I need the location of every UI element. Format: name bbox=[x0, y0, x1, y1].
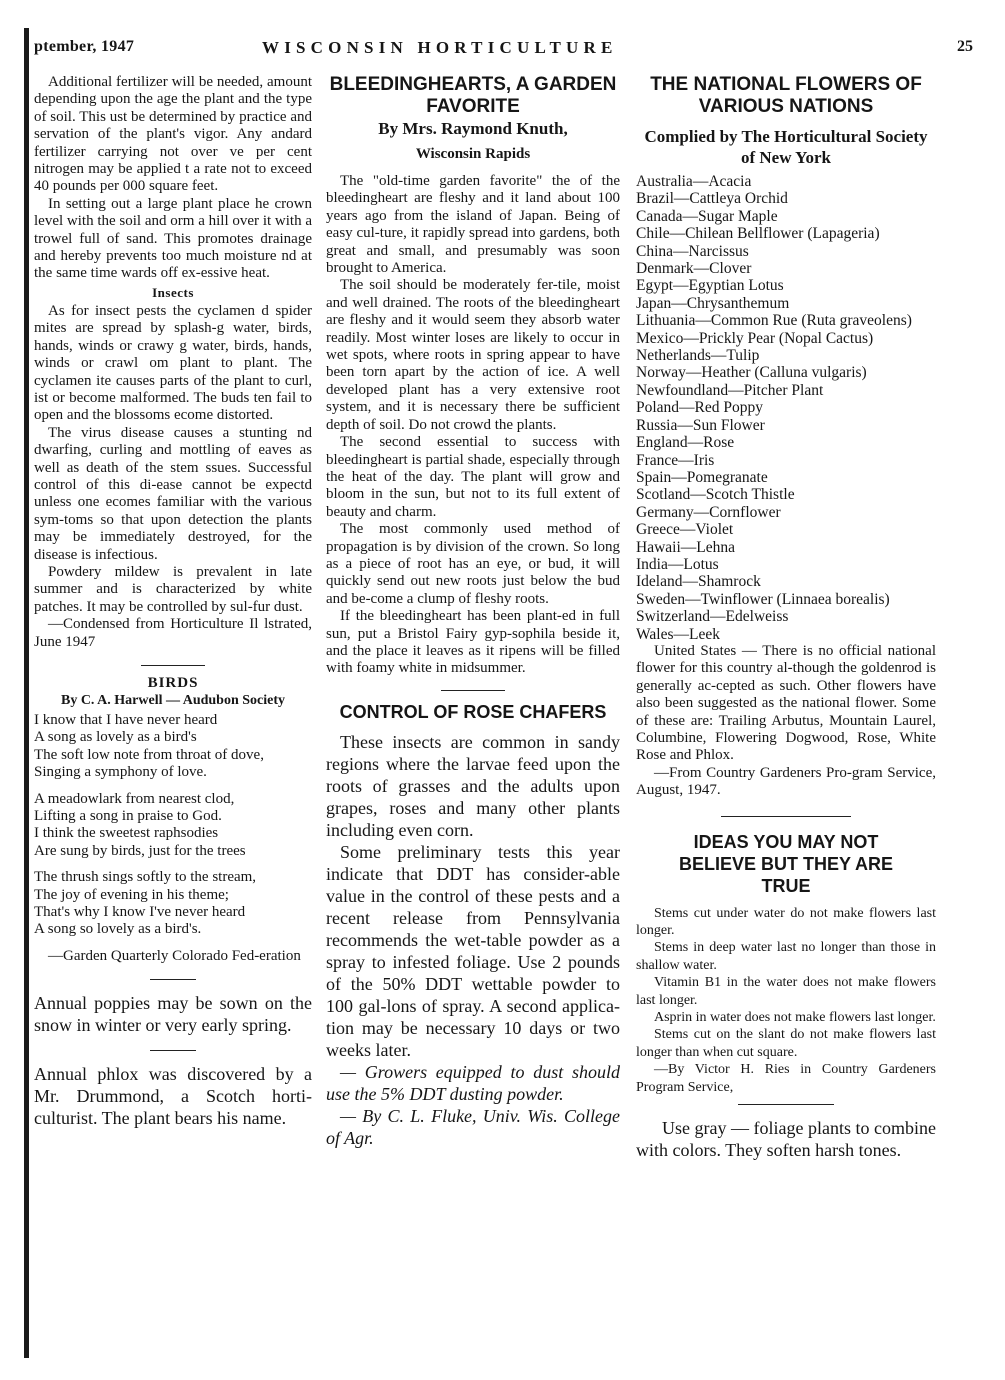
paragraph: As for insect pests the cyclamen d spider mites are spread by splash-g water, birds, hands, winds or crawy g water, birds, hands, winds or crawl om plant to plant. The cyclamen ite causes parts of the plant to curl, ist or become malformed. The buds ten fail to open and the blossoms ecome distorted. bbox=[34, 302, 312, 424]
list-item: Mexico—Prickly Pear (Nopal Cactus) bbox=[636, 329, 874, 347]
flower-list bbox=[636, 173, 936, 643]
source-credit: —Condensed from Horticulture Il lstrated, June 1947 bbox=[34, 616, 312, 650]
source-credit: —From Country Gardeners Pro-gram Service, August, 1947. bbox=[636, 764, 936, 799]
paragraph: The soil should be moderately fer-tile, moist and well drained. The roots of the bleedingheart are fleshy and it would seem they absorb water readily. Most winter loses are likely to occur in wet spots, where roots in spring appear to have been torn apart by the action of ice. A well developed plant has a very extensive root system, and it is necessary there be sufficient depth of soil. Do not crowd the plants. bbox=[326, 277, 620, 433]
poem-line: A meadowlark from nearest clod, bbox=[34, 790, 235, 807]
paragraph: These insects are common in sandy regions where the larvae feed upon the roots of grasses and the adults upon grapes, roses and many other plants including even corn. bbox=[326, 731, 620, 840]
rose-chafers-article bbox=[326, 701, 620, 1149]
paragraph: — Growers equipped to dust should use the 5% DDT dusting powder. bbox=[326, 1061, 620, 1104]
paragraph: Additional fertilizer will be needed, amount depending upon the age the plant and the type of soil. This ust be determined by practice and servation of the plant's vigor. Any andard fertilizer carrying not over ve per cent nitrogen may be applied t a rate not to exceed 40 pounds per 000 square feet. bbox=[34, 74, 312, 195]
list-item: Lithuania—Common Rue (Ruta graveolens) bbox=[636, 312, 912, 330]
source-credit: — By C. L. Fluke, Univ. Wis. College of Agr. bbox=[326, 1105, 620, 1148]
poem-stanza bbox=[34, 869, 312, 939]
article-location: Wisconsin Rapids bbox=[415, 146, 531, 162]
list-item: Spain—Pomegranate bbox=[636, 468, 768, 486]
poem-title: BIRDS bbox=[147, 675, 199, 691]
paragraph: If the bleedingheart has been plant-ed in full sun, put a Bristol Fairy gyp-sophila beside it, and the place it leaves as it ripens will be filled with foamy white in midsummer. bbox=[326, 608, 620, 677]
paragraph: Stems in deep water last no longer than those in shallow water. bbox=[636, 940, 936, 973]
list-item: Wales—Leek bbox=[636, 625, 720, 643]
list-item: Egypt—Egyptian Lotus bbox=[636, 277, 784, 295]
poem-line: The soft low note from throat of dove, bbox=[34, 746, 264, 763]
paragraph: Powdery mildew is prevalent in late summer and is characterized by white patches. It may be controlled by sul-fur dust. bbox=[34, 563, 312, 615]
list-item: England—Rose bbox=[636, 434, 735, 452]
list-item: Greece—Violet bbox=[636, 521, 734, 539]
article-compiled-by: Complied by The Horticultural Society of New York bbox=[644, 127, 928, 167]
article-title: BLEEDINGHEARTS, A GARDEN FAVORITE bbox=[329, 74, 617, 117]
divider bbox=[721, 816, 851, 817]
poem-line: That's why I know I've never heard bbox=[34, 904, 246, 921]
list-item: China—Narcissus bbox=[636, 242, 749, 260]
article-title: IDEAS YOU MAY NOT BELIEVE BUT THEY ARE TRUE bbox=[678, 831, 894, 896]
poem-line: I know that I have never heard bbox=[34, 712, 218, 728]
source-credit: —Garden Quarterly Colorado Fed-eration bbox=[48, 947, 301, 964]
phlox-note: Annual phlox was discovered by a Mr. Drummond, a Scotch horti-culturist. The plant bears his name. bbox=[34, 1064, 312, 1129]
birds-poem bbox=[34, 674, 312, 965]
poem-line: Singing a symphony of love. bbox=[34, 764, 207, 781]
list-item: Netherlands—Tulip bbox=[636, 347, 760, 365]
cyclamen-article bbox=[34, 74, 312, 651]
gray-foliage-note: Use gray — foliage plants to combine with colors. They soften harsh tones. bbox=[636, 1118, 936, 1161]
ideas-article bbox=[636, 831, 936, 1096]
list-item: Switzerland—Edelweiss bbox=[636, 608, 789, 626]
paragraph: The "old-time garden favorite" the of the bleedingheart are fleshy and it land about 100 years ago from the island of Japan. Being of easy cul-ture, it rapidly spread into gardens, both great and small, and presumably was soon brought to America. bbox=[326, 173, 620, 277]
list-item: Scotland—Scotch Thistle bbox=[636, 486, 795, 504]
list-item: Sweden—Twinflower (Linnaea borealis) bbox=[636, 590, 890, 608]
paragraph: Vitamin B1 in the water does not make flowers last longer. bbox=[636, 975, 936, 1008]
poem-line: A song as lovely as a bird's bbox=[34, 729, 197, 746]
poem-line: Lifting a song in praise to God. bbox=[34, 808, 222, 825]
article-title: CONTROL OF ROSE CHAFERS bbox=[339, 701, 607, 722]
list-item: Japan—Chrysanthemum bbox=[636, 294, 790, 312]
list-item: Australia—Acacia bbox=[636, 173, 752, 190]
page-number: 25 bbox=[957, 38, 973, 55]
list-item: Canada—Sugar Maple bbox=[636, 207, 778, 225]
poem-line: A song so lovely as a bird's. bbox=[34, 921, 202, 938]
paragraph: Asprin in water does not make flowers last longer. bbox=[654, 1010, 936, 1026]
list-item: Germany—Cornflower bbox=[636, 503, 781, 521]
magazine-title: WISCONSIN HORTICULTURE bbox=[262, 38, 618, 57]
poem-line: The thrush sings softly to the stream, bbox=[34, 869, 257, 886]
divider bbox=[738, 1104, 834, 1105]
page-header bbox=[34, 38, 973, 62]
list-item: India—Lotus bbox=[636, 555, 719, 573]
list-item: Denmark—Clover bbox=[636, 260, 752, 278]
list-item: Brazil—Cattleya Orchid bbox=[636, 190, 788, 208]
list-item: Poland—Red Poppy bbox=[636, 399, 764, 417]
article-title: THE NATIONAL FLOWERS OF VARIOUS NATIONS bbox=[650, 74, 922, 117]
list-item: Norway—Heather (Calluna vulgaris) bbox=[636, 364, 867, 382]
source-credit: —By Victor H. Ries in Country Gardeners Program Service, bbox=[636, 1062, 936, 1095]
paragraph: Stems cut under water do not make flowers last longer. bbox=[636, 905, 936, 939]
column-left bbox=[34, 74, 312, 1129]
national-flowers-article bbox=[636, 74, 936, 800]
poem-line: I think the sweetest raphsodies bbox=[34, 825, 219, 842]
poem-line: The joy of evening in his theme; bbox=[34, 886, 229, 903]
bleedinghearts-article bbox=[326, 74, 620, 678]
poem-stanza bbox=[34, 712, 312, 782]
list-item: Newfoundland—Pitcher Plant bbox=[636, 381, 824, 399]
paragraph: The virus disease causes a stunting nd dwarfing, curling and mottling of eaves as well as death of the stem ssues. Successful control of this di-ease cannot be expectd unless one ecomes familiar with the various sym-toms so that upon detection the plants may be immediately destroyed, for the disease is infectious. bbox=[34, 424, 312, 563]
column-right bbox=[636, 74, 936, 1161]
paragraph: United States — There is no official national flower for this country al-though the goldenrod is generally ac-cepted as such. Other flowers have also been suggested as the national flower. Some of these are: Trailing Arbutus, Mountain Laurel, Columbine, Flowering Dogwood, Rose, White Rose and Phlox. bbox=[636, 642, 936, 764]
poem-line: Are sung by birds, just for the trees bbox=[34, 842, 246, 859]
poem-byline: By C. A. Harwell — Audubon Society bbox=[60, 693, 286, 708]
divider bbox=[441, 690, 505, 691]
poppies-note: Annual poppies may be sown on the snow in winter or very early spring. bbox=[34, 993, 312, 1036]
paragraph: In setting out a large plant place he crown level with the soil and orm a hill over it with a trowel full of sand. This promotes drainage and hereby prevents too much moisture nd at the same time wards off ex-essive heat. bbox=[34, 195, 312, 282]
list-item: Chile—Chilean Bellflower (Lapageria) bbox=[636, 225, 880, 243]
list-item: Ideland—Shamrock bbox=[636, 573, 761, 591]
section-heading: Insects bbox=[152, 284, 194, 300]
paragraph: The second essential to success with bleedingheart is partial shade, especially through the heat of the day. The plant will grow and bloom in the sun, but not to its full extent of beauty and charm. bbox=[326, 434, 620, 520]
list-item: Russia—Sun Flower bbox=[636, 416, 765, 434]
paragraph: Some preliminary tests this year indicate that DDT has consider-able value in the control of these pests and a recent release from Pennsylvania recommends the wet-table powder as a spray to infested foliage. Use 2 pounds of the 50% DDT wettable powder to 100 gal-lons of spray. A second applica-tion may be necessary 10 days or two weeks later. bbox=[326, 841, 620, 1060]
issue-date: ptember, 1947 bbox=[34, 38, 135, 55]
divider bbox=[150, 1050, 196, 1051]
column-middle bbox=[326, 74, 620, 1149]
list-item: Hawaii—Lehna bbox=[636, 538, 735, 556]
paragraph: Stems cut on the slant do not make flowers last longer than when cut square. bbox=[636, 1027, 936, 1060]
divider bbox=[150, 979, 196, 980]
list-item: France—Iris bbox=[636, 451, 715, 469]
divider bbox=[141, 665, 205, 666]
poem-stanza bbox=[34, 791, 312, 861]
binding-edge bbox=[24, 28, 29, 1358]
paragraph: The most commonly used method of propagation is by division of the crown. So long as a piece of root has an eye, or bud, it will quickly send out new roots just below the bud and be-come a clump of fleshy roots. bbox=[326, 521, 620, 607]
article-author: By Mrs. Raymond Knuth, bbox=[378, 119, 568, 138]
